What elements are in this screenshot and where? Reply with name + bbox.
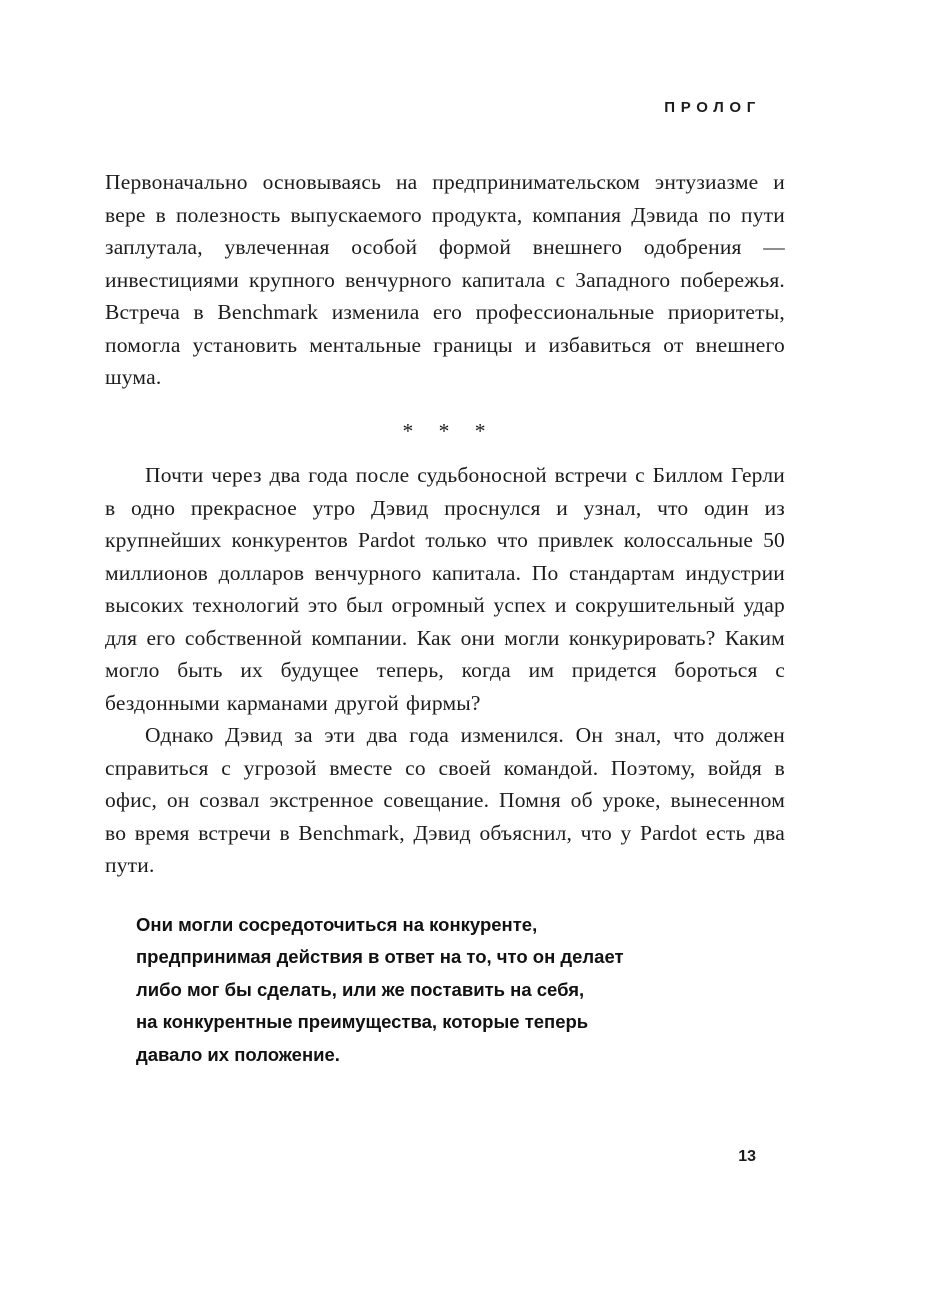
body-paragraph-1: Первоначально основываясь на предпринимательском энтузиазме и вере в полезность выпускаемого продукта, компания Дэвида по пути заплутала, увлеченная особой формой внешнего одобрения — инвестициями крупного венчурного капитала с Западного побережья. Встреча в Benchmark изменила его профессиональные приоритеты, помогла установить ментальные границы и избавиться от внешнего шума. bbox=[105, 170, 785, 389]
pull-quote-line: давало их положение. bbox=[136, 1043, 340, 1065]
text-block bbox=[105, 166, 785, 1071]
section-separator: * * * bbox=[402, 418, 488, 443]
running-head-title: ПРОЛОГ bbox=[664, 99, 761, 116]
pull-quote-line: на конкурентные преимущества, которые теперь bbox=[136, 1011, 589, 1032]
pull-quote bbox=[136, 909, 785, 1072]
pull-quote-line: либо мог бы сделать, или же поставить на себя, bbox=[136, 978, 585, 1000]
pull-quote-line: предпринимая действия в ответ на то, что он делает bbox=[136, 946, 624, 967]
body-paragraph-2: Почти через два года после судьбоносной встречи с Биллом Герли в одно прекрасное утро Дэвид проснулся и узнал, что один из крупнейших конкурентов Pardot только что привлек колоссальные 50 миллионов долларов венчурного капитала. По стандартам индустрии высоких технологий это был огромный успех и сокрушительный удар для его собственной компании. Как они могли конкурировать? Каким могло быть их будущее теперь, когда им придется бороться с бездонными карманами другой фирмы? bbox=[105, 463, 785, 715]
pull-quote-line: Они могли сосредоточиться на конкуренте, bbox=[136, 913, 538, 935]
body-paragraph-3: Однако Дэвид за эти два года изменился. Он знал, что должен справиться с угрозой вместе со своей командой. Поэтому, войдя в офис, он созвал экстренное совещание. Помня об уроке, вынесенном во время встречи в Benchmark, Дэвид объяснил, что у Pardot есть два пути. bbox=[105, 723, 785, 877]
page-number: 13 bbox=[738, 1148, 756, 1165]
